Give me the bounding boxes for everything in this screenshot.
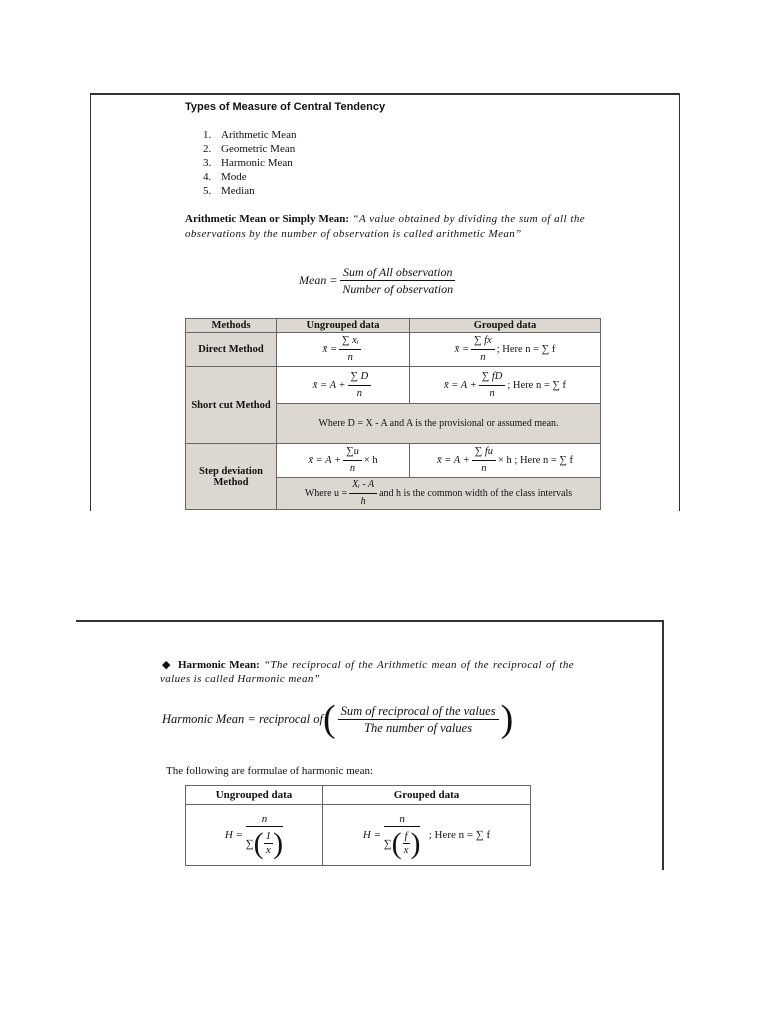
hm-ungrouped-formula: H = n ∑ ( $\frac{1}{x}$ ) <box>186 805 323 866</box>
scanned-page-central-tendency <box>90 93 680 511</box>
arithmetic-mean-definition: Arithmetic Mean or Simply Mean: “A value obtained by dividing the sum of all the observations by the number of observation is called arithmetic Mean” <box>185 213 586 240</box>
mean-formula: Mean = $\frac{\text{Sum of All observation}}{\text{Number of observation}}$ <box>299 265 458 296</box>
table-header: Methods <box>186 319 277 333</box>
direct-ungrouped-formula: x̄ = $\frac{\text{∑ xᵢ}}{n}$ <box>277 333 410 367</box>
list-item: 2. Geometric Mean <box>203 143 296 155</box>
row-step-deviation-method: Step deviation Method <box>186 444 277 510</box>
row-shortcut-method: Short cut Method <box>186 367 277 444</box>
section-title: Types of Measure of Central Tendency <box>185 101 386 113</box>
step-ungrouped-formula: x̄ = A + $\frac{\sum u}{n}$ × h <box>277 444 410 478</box>
harmonic-mean-table <box>185 785 531 866</box>
table-header: Grouped data <box>410 319 601 333</box>
harmonic-mean-definition: Harmonic Mean: “The reciprocal of the Arithmetic mean of the reciprocal of the values is called Harmonic mean” <box>160 659 575 685</box>
shortcut-note: Where D = X - A and A is the provisional or assumed mean. <box>277 404 601 444</box>
list-item: 5. Median <box>203 185 255 197</box>
list-item: 4. Mode <box>203 171 247 183</box>
formulae-intro: The following are formulae of harmonic mean: <box>166 765 374 777</box>
row-direct-method: Direct Method <box>186 333 277 367</box>
list-item: 3. Harmonic Mean <box>203 157 293 169</box>
table-header: Ungrouped data <box>277 319 410 333</box>
harmonic-mean-formula: Harmonic Mean = reciprocal of ( $\frac{\text{Sum of reciprocal of the values}}{\text{The number of values}}$ ) <box>162 698 514 740</box>
step-grouped-formula: x̄ = A + $\frac{\sum fu}{n}$ × h ; Here n = ∑ f <box>410 444 601 478</box>
direct-grouped-formula: x̄ = $\frac{\sum fx}{n}$ ; Here n = ∑ f <box>410 333 601 367</box>
diamond-bullet-icon: ◆ <box>162 659 171 671</box>
shortcut-grouped-formula: x̄ = A + $\frac{\sum fD}{n}$ ; Here n = ∑ f <box>410 367 601 404</box>
table-header: Ungrouped data <box>186 786 323 805</box>
table-header: Grouped data <box>323 786 531 805</box>
mean-methods-table <box>185 318 601 510</box>
shortcut-ungrouped-formula: x̄ = A + $\frac{\sum D}{n}$ <box>277 367 410 404</box>
types-list <box>203 128 296 198</box>
scanned-page-harmonic-mean <box>76 620 664 870</box>
step-deviation-note: Where u = $\frac{\text{Xᵢ - A}}{h}$ and h is the common width of the class intervals <box>277 478 601 510</box>
hm-grouped-formula: H = n ∑ ( $\frac{f}{x}$ ) ; Here n = ∑ f <box>323 805 531 866</box>
list-item: 1. Arithmetic Mean <box>203 129 297 141</box>
